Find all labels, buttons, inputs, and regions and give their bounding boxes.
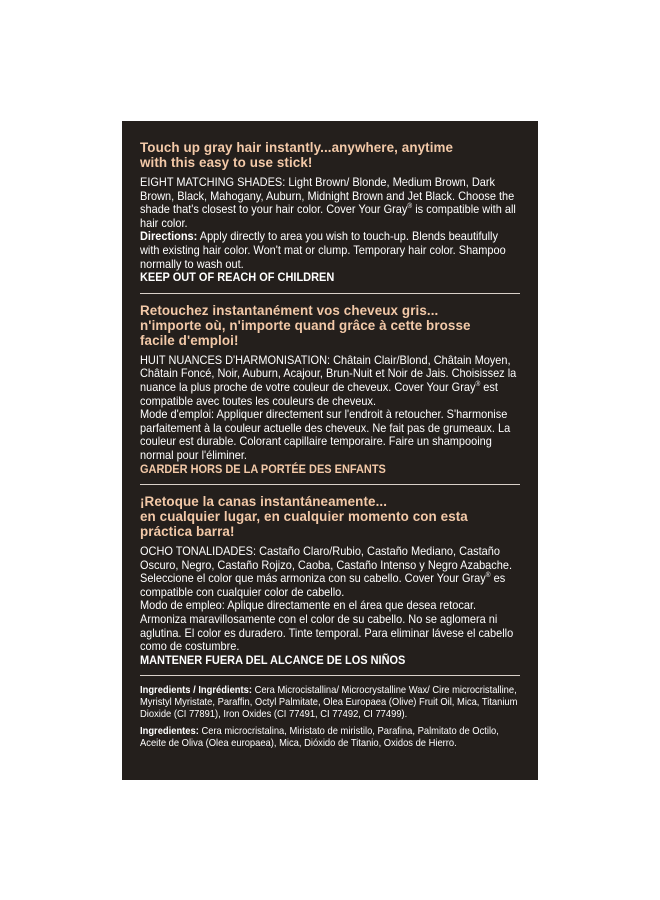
french-body <box>140 354 517 476</box>
english-directions-label: Directions: <box>140 229 198 244</box>
section-divider <box>140 484 520 485</box>
english-directions-paragraph <box>140 230 517 271</box>
spanish-body <box>140 545 517 667</box>
ingredients-en-fr-label: Ingredients / Ingrédients: <box>140 685 252 697</box>
spanish-directions-text: Aplique directamente en el área que desea retocar. Armoniza maravillosamente con el color de su cabello. No se aglomera ni aglutina. El color es duradero. Tinte temporal. Para eliminar lávese el cabello como de costumbre. <box>140 598 514 654</box>
french-section <box>140 303 518 476</box>
registered-mark: ® <box>475 381 481 389</box>
spanish-directions-paragraph <box>140 599 517 653</box>
ingredients-es <box>140 726 522 750</box>
english-section <box>140 140 518 285</box>
section-divider <box>140 293 520 294</box>
english-shades-label: EIGHT MATCHING SHADES: <box>140 175 286 189</box>
english-shades-paragraph <box>140 176 517 230</box>
french-directions-label: Mode d'emploi: <box>140 407 215 422</box>
spanish-directions-label: Modo de empleo: <box>140 598 225 613</box>
spanish-shades-paragraph <box>140 545 517 599</box>
french-shades-text: Châtain Clair/Blond, Châtain Moyen, Châtain Foncé, Noir, Auburn, Acajour, Brun-Nuit et Noir de Jais. Choisissez la nuance la plus proche de votre couleur de cheveux. Cover Your Gray <box>140 352 517 394</box>
english-body <box>140 176 517 285</box>
ingredients-es-label: Ingredientes: <box>140 725 199 737</box>
english-warning: KEEP OUT OF REACH OF CHILDREN <box>140 270 335 285</box>
english-headline: Touch up gray hair instantly...anywhere, anytime with this easy to use stick! <box>140 140 454 170</box>
english-directions-text: Apply directly to area you wish to touch-up. Blends beautifully with existing hair color. Won't mat or clump. Temporary hair color. Shampoo normally to wash out. <box>140 229 506 271</box>
english-shades-tail: is compatible with all hair color. <box>140 202 516 230</box>
french-directions-paragraph <box>140 408 517 462</box>
spanish-headline: ¡Retoque la canas instantáneamente... en cualquier lugar, en cualquier momento con esta práctica barra! <box>140 494 468 540</box>
french-directions-text: Appliquer directement sur l'endroit à retoucher. S'harmonise parfaitement à la couleur actuelle des cheveux. Ne fait pas de grumeaux. La couleur est durable. Colorant capillaire temporaire. Faire un shampooing normal pour l'éliminer. <box>140 407 511 462</box>
ingredients-es-text: Cera microcristalina, Miristato de miristilo, Parafina, Palmitato de Octilo, Aceite de Oliva (Olea europaea), Mica, Dióxido de Titanio, Oxidos de Hierro. <box>140 725 499 749</box>
french-shades-tail: est compatible avec toutes les couleurs de cheveux. <box>140 379 498 408</box>
ingredients-block <box>140 685 522 749</box>
product-label-panel <box>122 121 538 780</box>
spanish-shades-text: Castaño Claro/Rubio, Castaño Mediano, Castaño Oscuro, Negro, Castaño Rojizo, Caoba, Castaño Intenso y Negro Azabache. Seleccione el color que más armoniza con su cabello. Cover Your Gray <box>140 544 513 586</box>
spanish-warning: MANTENER FUERA DEL ALCANCE DE LOS NIÑOS <box>140 652 406 667</box>
spanish-shades-label: OCHO TONALIDADES: <box>140 544 257 559</box>
french-shades-label: HUIT NUANCES D'HARMONISATION: <box>140 352 331 367</box>
registered-mark: ® <box>485 572 491 580</box>
ingredients-en-fr-text: Cera Microcistallina/ Microcrystalline Wax/ Cire microcristalline, Myristyl Myristate, Paraffin, Octyl Palmitate, Olea Europaea (Olive) Fruit Oil, Mica, Titanium Dioxide (CI 77891), Iron Oxides (CI 77491, CI 77492, CI 77499). <box>140 685 518 721</box>
registered-mark: ® <box>407 203 413 211</box>
french-headline: Retouchez instantanément vos cheveux gris... n'importe où, n'importe quand grâce à cette brosse facile d'emploi! <box>140 302 471 348</box>
english-shades-text: Light Brown/ Blonde, Medium Brown, Dark Brown, Black, Mahogany, Auburn, Midnight Brown and Jet Black. Choose the shade that's closest to your hair color. Cover Your Gray <box>140 175 515 217</box>
spanish-shades-tail: es compatible con cualquier color de cabello. <box>140 571 506 599</box>
spanish-section <box>140 494 518 667</box>
section-divider <box>140 675 520 676</box>
french-warning: GARDER HORS DE LA PORTÉE DES ENFANTS <box>140 461 386 476</box>
ingredients-en-fr <box>140 685 522 720</box>
french-shades-paragraph <box>140 354 517 408</box>
